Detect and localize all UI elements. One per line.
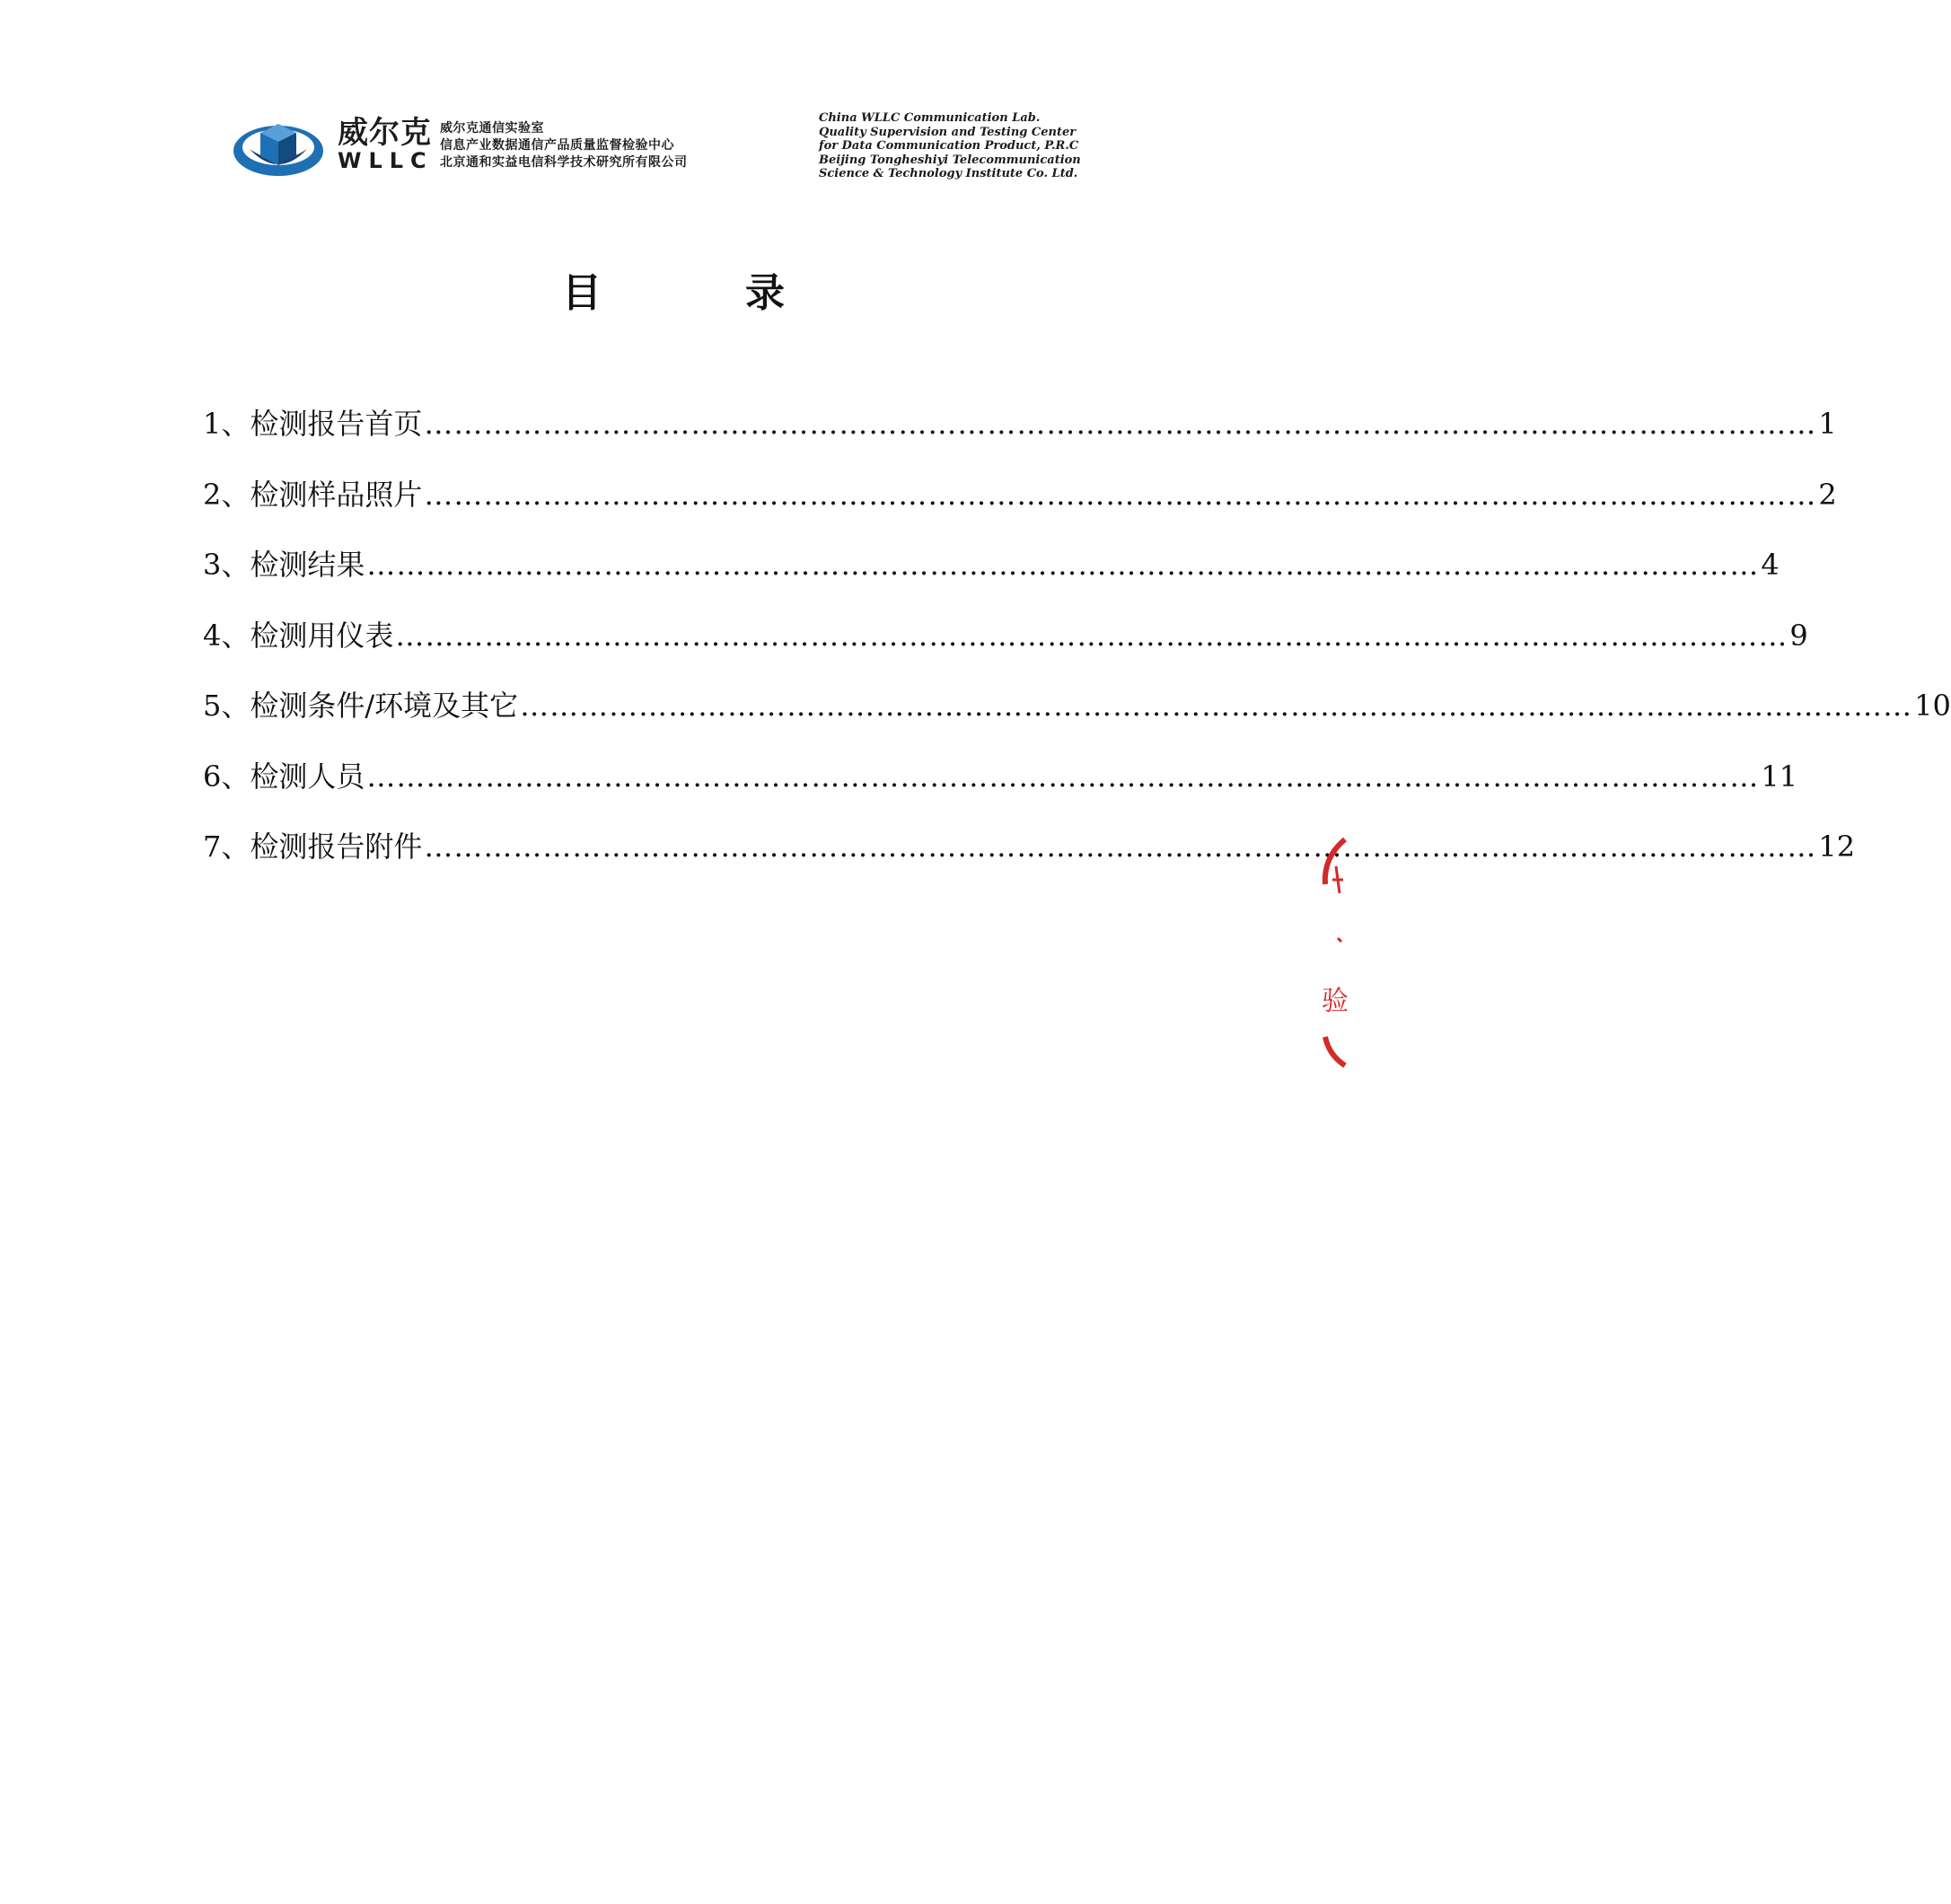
- org-en-line: for Data Communication Product, P.R.C: [819, 139, 1079, 153]
- toc-entry-label: 4、检测用仪表: [203, 618, 394, 653]
- toc-entry-page: 9: [1789, 618, 1808, 653]
- toc-entry[interactable]: [203, 547, 1780, 618]
- title-char-right: 录: [745, 270, 785, 316]
- toc-entry-page: 11: [1761, 759, 1798, 794]
- toc-entry[interactable]: [203, 759, 1798, 829]
- report-header: [232, 110, 1129, 190]
- organization-en: [819, 111, 1081, 181]
- toc-leader-dots: ……………………………………………………………………………………………………………………………: [424, 407, 1817, 441]
- title-char-left: 目: [562, 270, 602, 316]
- toc-entry-label: 7、检测报告附件: [203, 829, 423, 864]
- brand-cn-name: 威尔克: [338, 115, 432, 151]
- toc-entry[interactable]: [203, 406, 1837, 477]
- toc-entry-page: 1: [1818, 407, 1837, 441]
- toc-entry-page: 12: [1818, 829, 1856, 864]
- org-en-line: China WLLC Communication Lab.: [819, 111, 1041, 125]
- toc-leader-dots: ……………………………………………………………………………………………………………………………: [395, 618, 1788, 653]
- toc-entry-page: 4: [1761, 548, 1780, 582]
- toc-entry-label: 5、检测条件/环境及其它: [203, 689, 519, 723]
- org-en-line: Beijing Tongheshiyi Telecommunication: [819, 153, 1081, 167]
- toc-entry-label: 1、检测报告首页: [203, 407, 423, 441]
- toc-entry-label: 6、检测人员: [203, 759, 365, 794]
- toc-entry-page: 10: [1914, 689, 1951, 723]
- brand-block: [338, 117, 434, 172]
- org-en-line: Quality Supervision and Testing Center: [819, 125, 1077, 139]
- toc-leader-dots: ……………………………………………………………………………………………………………………………: [424, 477, 1817, 512]
- toc-entry-label: 2、检测样品照片: [203, 477, 423, 512]
- org-cn-line: 北京通和实益电信科学技术研究所有限公司: [440, 155, 688, 170]
- brand-en-name: WLLC: [338, 148, 434, 173]
- toc-leader-dots: ……………………………………………………………………………………………………………………………: [366, 548, 1760, 582]
- toc-leader-dots: ……………………………………………………………………………………………………………………………: [366, 759, 1760, 794]
- toc-entry[interactable]: [203, 618, 1808, 689]
- org-cn-line: 信息产业数据通信产品质量监督检验中心: [440, 138, 674, 153]
- org-en-line: Science & Technology Institute Co. Ltd.: [819, 167, 1078, 180]
- toc-entry-label: 3、检测结果: [203, 548, 365, 582]
- red-seal-stamp: [1318, 830, 1347, 1073]
- toc-leader-dots: ……………………………………………………………………………………………………………………………: [520, 689, 1913, 723]
- org-cn-line: 威尔克通信实验室: [440, 121, 544, 136]
- page-title: [0, 260, 1347, 318]
- toc-entry[interactable]: [203, 829, 1856, 899]
- table-of-contents: [203, 406, 1951, 899]
- toc-entry-page: 2: [1818, 477, 1837, 512]
- toc-entry[interactable]: [203, 688, 1951, 759]
- toc-leader-dots: ……………………………………………………………………………………………………………………………: [424, 829, 1817, 864]
- toc-entry[interactable]: [203, 477, 1837, 548]
- organization-cn: [440, 120, 688, 171]
- wllc-logo-icon: [232, 117, 325, 183]
- seal-character: 验: [1322, 986, 1349, 1017]
